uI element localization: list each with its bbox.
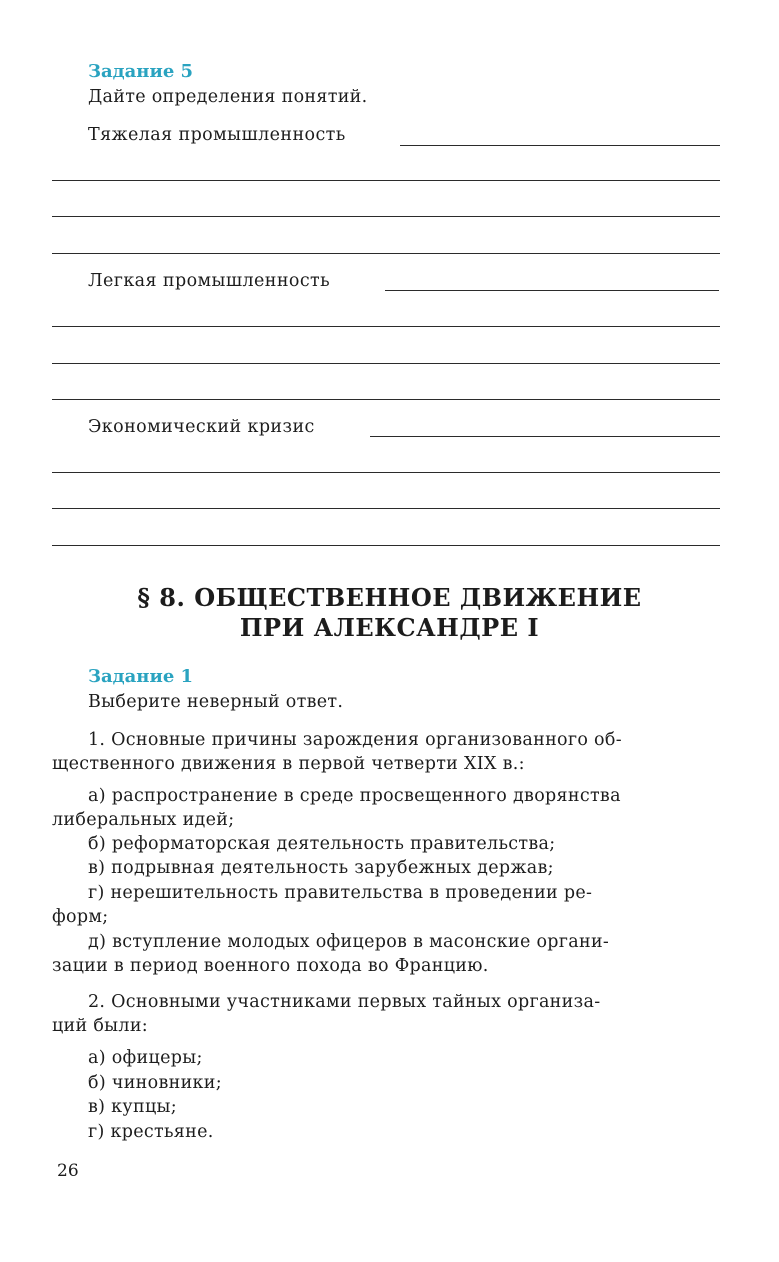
q1-text-line1: 1. Основные причины зарождения организованного об- [88, 730, 622, 750]
answer-line[interactable] [52, 508, 720, 509]
answer-line[interactable] [400, 145, 720, 146]
term-heavy-industry-label: Тяжелая промышленность [88, 125, 346, 145]
answer-line[interactable] [385, 290, 719, 291]
task5-instruction: Дайте определения понятий. [88, 87, 368, 107]
q1-option-a-line2: либеральных идей; [52, 810, 235, 830]
section-title-line2: ПРИ АЛЕКСАНДРЕ I [239, 613, 540, 642]
q1-option-b: б) реформаторская деятельность правительства; [88, 834, 556, 854]
answer-line[interactable] [370, 436, 720, 437]
q1-text-line2: щественного движения в первой четверти XIX в.: [52, 754, 525, 774]
page-number: 26 [57, 1161, 79, 1181]
answer-line[interactable] [52, 216, 720, 217]
task1-instruction: Выберите неверный ответ. [88, 692, 344, 712]
q2-text-line1: 2. Основными участниками первых тайных организа- [88, 992, 601, 1012]
q1-option-e-line1: д) вступление молодых офицеров в масонские органи- [88, 932, 610, 952]
answer-line[interactable] [52, 399, 720, 400]
q1-option-d-line2: форм; [52, 907, 109, 927]
answer-line[interactable] [52, 363, 720, 364]
answer-line[interactable] [52, 180, 720, 181]
section-title-line1: § 8. ОБЩЕСТВЕННОЕ ДВИЖЕНИЕ [137, 583, 642, 612]
q2-option-a: а) офицеры; [88, 1048, 203, 1068]
term-light-industry-label: Легкая промышленность [88, 271, 331, 291]
q1-option-c: в) подрывная деятельность зарубежных держав; [88, 858, 554, 878]
task5-title: Задание 5 [88, 61, 194, 82]
answer-line[interactable] [52, 253, 720, 254]
q2-option-b: б) чиновники; [88, 1073, 222, 1093]
q1-option-a-line1: а) распространение в среде просвещенного дворянства [88, 786, 621, 806]
q2-text-line2: ций были: [52, 1016, 148, 1036]
answer-line[interactable] [52, 326, 720, 327]
answer-line[interactable] [52, 472, 720, 473]
answer-line[interactable] [52, 545, 720, 546]
task1-title: Задание 1 [88, 666, 194, 687]
q2-option-c: в) купцы; [88, 1097, 177, 1117]
term-economic-crisis-label: Экономический кризис [88, 417, 315, 437]
q1-option-e-line2: зации в период военного похода во Францию. [52, 956, 489, 976]
q1-option-d-line1: г) нерешительность правительства в проведении ре- [88, 883, 593, 903]
q2-option-d: г) крестьяне. [88, 1122, 214, 1142]
